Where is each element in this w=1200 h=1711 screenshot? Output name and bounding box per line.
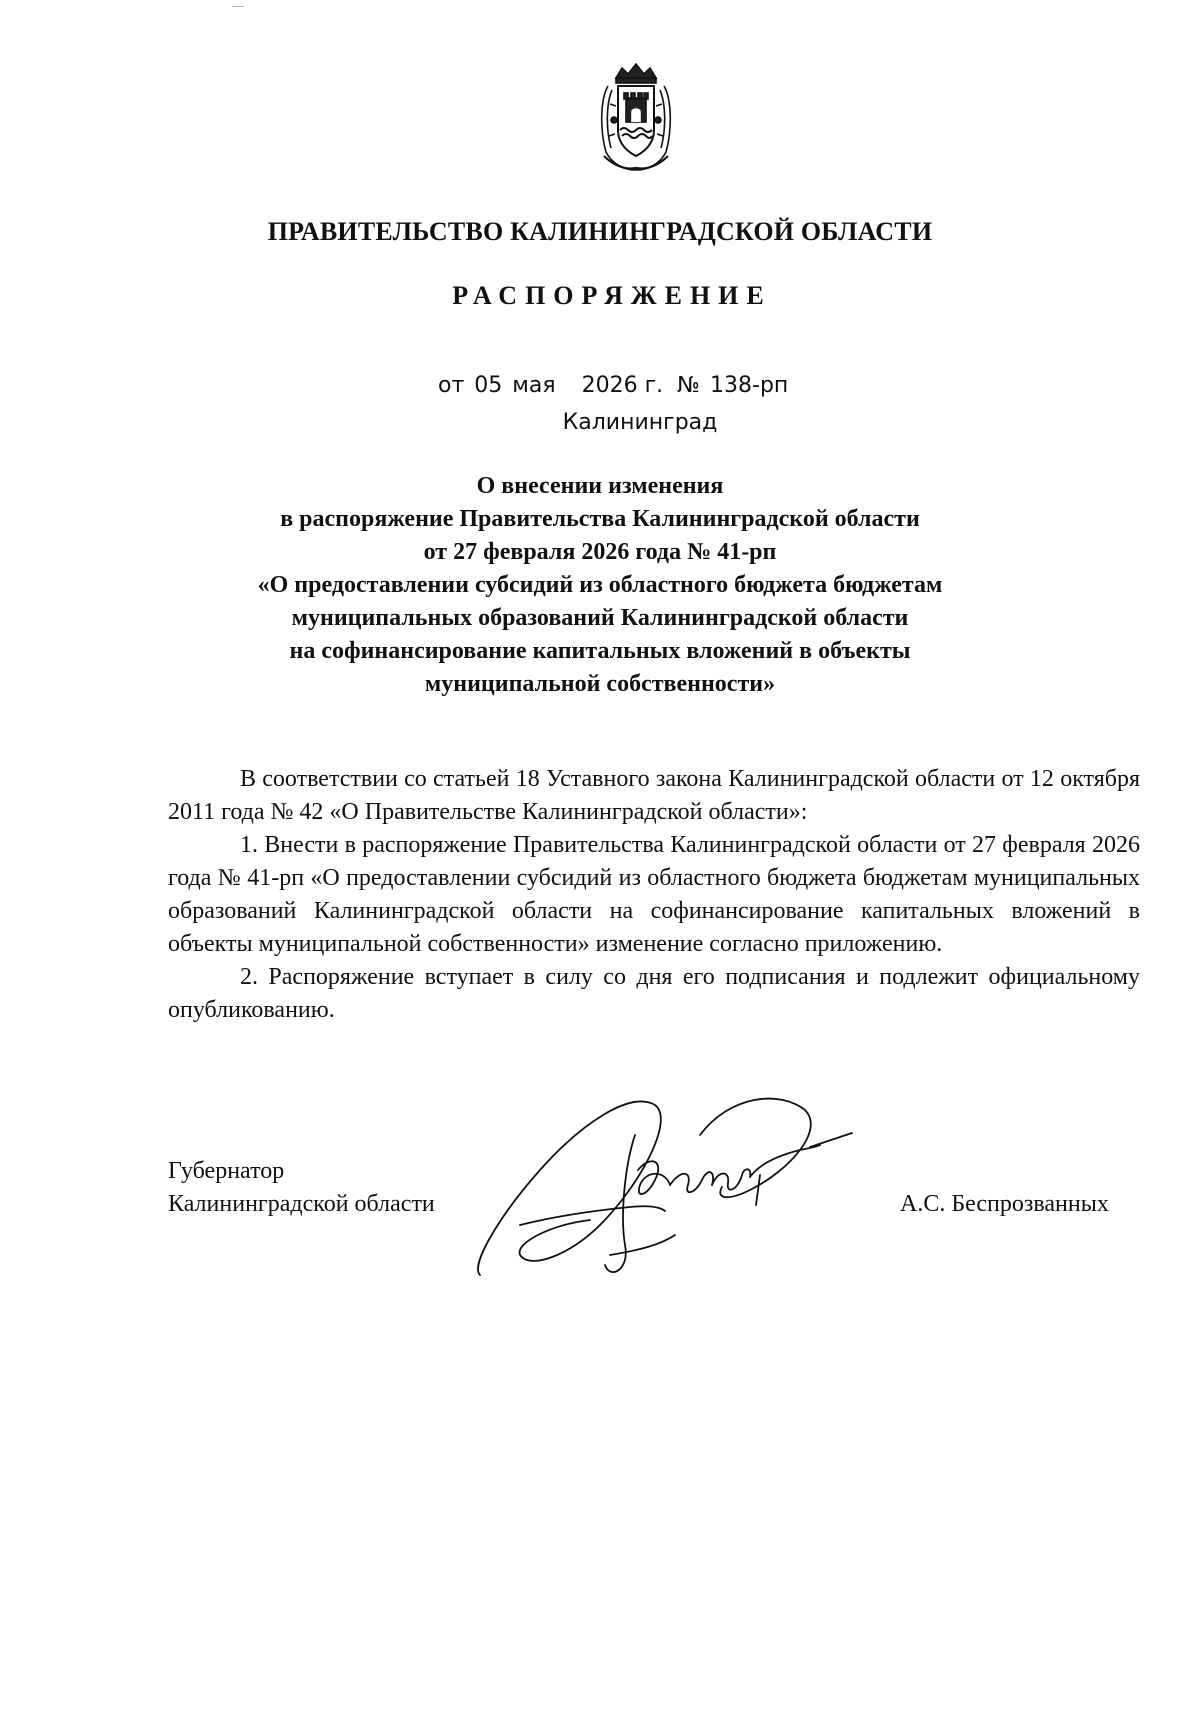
scan-mark xyxy=(232,6,244,7)
subject-line: О внесении изменения xyxy=(476,473,724,499)
signatory-title-line: Губернатор xyxy=(168,1158,285,1184)
signatory-title xyxy=(168,1155,435,1221)
subject-line: от 27 февраля 2026 года № 41-рп xyxy=(423,539,777,565)
subject-line: в распоряжение Правительства Калининградской области xyxy=(280,506,920,532)
subject-line: муниципальной собственности» xyxy=(424,671,776,697)
signatory-name: А.С. Беспрозванных xyxy=(900,1191,1109,1217)
subject-heading xyxy=(150,470,1050,701)
date-year: 2026 г. xyxy=(581,373,664,398)
date-month: мая xyxy=(512,373,556,398)
body-paragraph: 2. Распоряжение вступает в силу со дня его подписания и подлежит официальному опубликованию. xyxy=(168,964,1140,1023)
body-paragraph: 1. Внести в распоряжение Правительства Калининградской области от 27 февраля 2026 года № 41-рп «О предоставлении субсидий из областного бюджета бюджетам муниципальных образований Калининградской области на софинансирование капитальных вложений в объекты муниципальной собственности» изменение согласно приложению. xyxy=(168,832,1140,957)
body-paragraph: В соответствии со статьей 18 Уставного закона Калининградской области от 12 октября 2011 года № 42 «О Правительстве Калининградской области»: xyxy=(168,766,1140,825)
government-title: ПРАВИТЕЛЬСТВО КАЛИНИНГРАДСКОЙ ОБЛАСТИ xyxy=(267,217,933,246)
document-body xyxy=(168,763,1140,1027)
date-day: 05 xyxy=(474,373,503,398)
subject-line: «О предоставлении субсидий из областного бюджета бюджетам xyxy=(257,572,943,598)
coat-of-arms-icon xyxy=(594,60,678,174)
document-number: 138-рп xyxy=(710,373,789,398)
number-sign: № xyxy=(677,373,701,398)
subject-line: на софинансирование капитальных вложений в объекты xyxy=(289,638,911,664)
subject-line: муниципальных образований Калининградской области xyxy=(291,605,909,631)
city-name: Калининград xyxy=(562,410,718,435)
document-type: РАСПОРЯЖЕНИЕ xyxy=(452,281,772,310)
date-prefix: от xyxy=(438,373,465,398)
signatory-title-line: Калининградской области xyxy=(168,1191,435,1217)
handwritten-signature-icon xyxy=(460,1075,910,1300)
date-number-line xyxy=(438,372,788,400)
